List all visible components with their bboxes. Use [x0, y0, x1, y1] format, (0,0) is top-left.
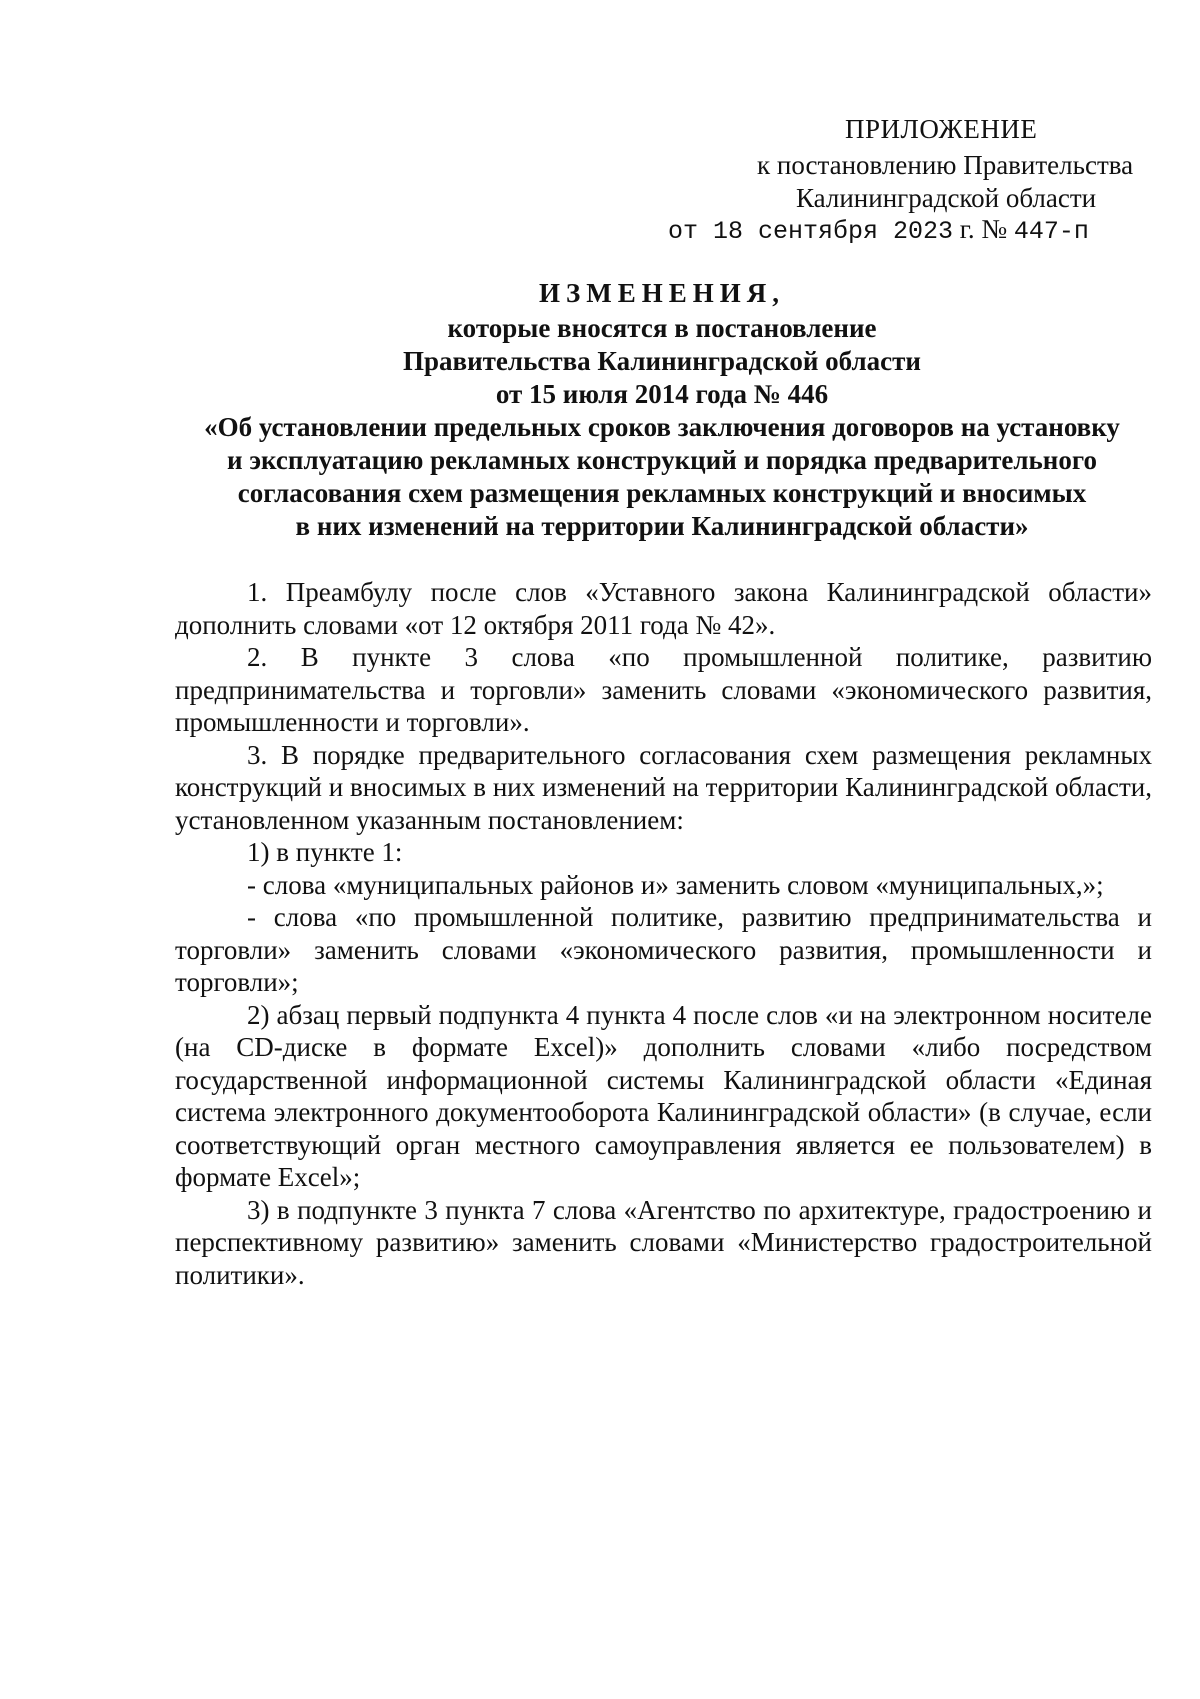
appendix-date-line	[668, 214, 1089, 246]
subparagraph-1: 1) в пункте 1:	[247, 837, 403, 867]
appendix-block	[0, 0, 1200, 260]
paragraph-2: 2. В пункте 3 слова «по промышленной политике, развитию предпринимательства и торговли» заменить словами «экономического развития, промышленности и торговли».	[175, 642, 1152, 737]
header-line: в них изменений на территории Калининградской области»	[295, 511, 1029, 541]
document-body	[175, 576, 1152, 1291]
subparagraph-1-item-b: - слова «по промышленной политике, развитию предпринимательства и торговли» заменить словами «экономического развития, промышленности и торговли»;	[175, 902, 1152, 997]
appendix-line-region: Калининградской области	[796, 183, 1097, 213]
appendix-number: 447-п	[1013, 217, 1089, 246]
header-line: «Об установлении предельных сроков заключения договоров на установку	[204, 412, 1120, 442]
paragraph-3: 3. В порядке предварительного согласования схем размещения рекламных конструкций и вносимых в них изменений на территории Калининградской области, установленном указанным постановлением:	[175, 739, 1152, 835]
header-line: и эксплуатацию рекламных конструкций и порядка предварительного	[227, 445, 1097, 475]
document-title: ИЗМЕНЕНИЯ,	[538, 278, 785, 308]
header-line: от 15 июля 2014 года № 446	[495, 379, 829, 409]
header-line: которые вносятся в постановление	[447, 313, 877, 343]
appendix-date-separator: г. №	[953, 214, 1014, 244]
header-line: Правительства Калининградской области	[403, 346, 921, 376]
paragraph-1: 1. Преамбулу после слов «Уставного закона Калининградской области» дополнить словами «от 12 октября 2011 года № 42».	[175, 577, 1152, 640]
subparagraph-3: 3) в подпункте 3 пункта 7 слова «Агентство по архитектуре, градостроению и перспективному развитию» заменить словами «Министерство градостроительной политики».	[175, 1194, 1152, 1290]
subparagraph-1-item-a: - слова «муниципальных районов и» заменить словом «муниципальных,»;	[247, 869, 1104, 900]
subparagraph-2: 2) абзац первый подпункта 4 пункта 4 после слов «и на электронном носителе (на CD-диске в формате Excel)» дополнить словами «либо посредством государственной информационной системы Калининградской области «Единая система электронного документооборота Калининградской области» (в случае, если соответствующий орган местного самоуправления является ее пользователем) в формате Excel»;	[175, 999, 1152, 1192]
appendix-title: ПРИЛОЖЕНИЕ	[845, 114, 1038, 144]
header-line: согласования схем размещения рекламных конструкций и вносимых	[237, 478, 1087, 508]
appendix-line-resolution: к постановлению Правительства	[757, 150, 1134, 180]
document-header	[172, 277, 1152, 543]
appendix-date: от 18 сентября 2023	[668, 217, 954, 246]
